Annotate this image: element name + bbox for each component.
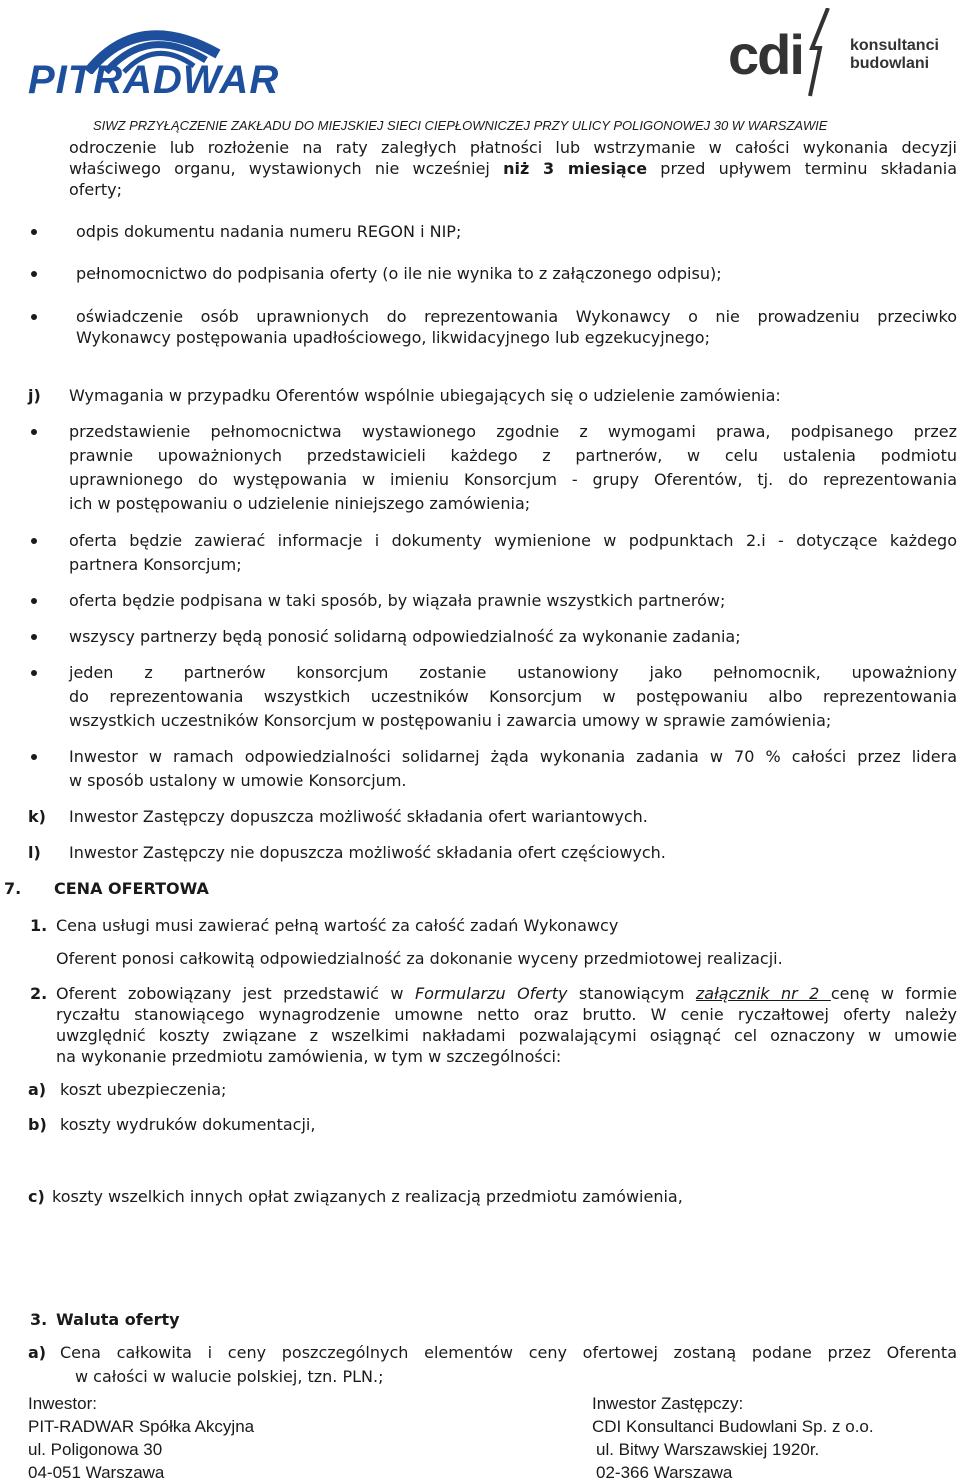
j-b5-line2: do reprezentowania wszystkich uczestników Konsorcjum w postępowaniu albo reprezentowania	[69, 687, 957, 706]
j-b2-line1: oferta będzie zawierać informacje i dokumenty wymienione w podpunktach 2.i - dotyczące każdego	[69, 531, 957, 550]
footer-right-label: Inwestor Zastępczy:	[592, 1394, 744, 1413]
bullet-a-item1: odpis dokumentu nadania numeru REGON i NIP;	[76, 222, 462, 241]
p2-line1-a: Oferent zobowiązany jest przedstawić w	[56, 984, 415, 1003]
pitradwar-logo-text: PITRADWAR	[28, 58, 280, 102]
footer-right-city: 02-366 Warszawa	[596, 1463, 733, 1482]
bullet-icon	[31, 314, 37, 320]
cdi-logo	[728, 8, 956, 98]
cdi-logo-mark-icon	[806, 8, 836, 98]
footer-right-company: CDI Konsultanci Budowlani Sp. z o.o.	[592, 1417, 874, 1436]
cdi-logo-text: cdi	[728, 23, 803, 86]
para-top-line2-b: niż 3 miesiące	[503, 159, 648, 178]
j-b1-line1: przedstawienie pełnomocnictwa wystawionego zgodnie z wymogami prawa, podpisanego przez	[69, 422, 957, 441]
footer-left-company: PIT-RADWAR Spółka Akcyjna	[28, 1417, 255, 1436]
item-b-text: koszty wydruków dokumentacji,	[60, 1115, 316, 1134]
j-b5-line3: wszystkich uczestników Konsorcjum w postępowaniu i zawarcia umowy w sprawie zamówienia;	[69, 711, 832, 730]
para-top-line2-c: przed upływem terminu składania	[647, 159, 958, 178]
section-k-text: Inwestor Zastępczy dopuszcza możliwość składania ofert wariantowych.	[69, 807, 648, 826]
footer-left-city: 04-051 Warszawa	[28, 1463, 165, 1482]
item-a-letter: a)	[28, 1080, 47, 1099]
bullet-icon	[31, 634, 37, 640]
bullet-a-item3-line2: Wykonawcy postępowania upadłościowego, likwidacyjnego lub egzekucyjnego;	[76, 328, 710, 347]
bullet-icon	[31, 754, 37, 760]
cdi-logo-sub2: budowlani	[850, 55, 930, 72]
bullet-icon	[31, 538, 37, 544]
p3a-line1: Cena całkowita i ceny poszczególnych elementów ceny ofertowej zostaną podane przez Oferenta	[60, 1343, 957, 1362]
bullet-a-item3-line1: oświadczenie osób uprawnionych do reprezentowania Wykonawcy o nie prowadzeniu przeciwko	[76, 307, 957, 326]
p2-line1-e: cenę w formie	[830, 984, 958, 1003]
footer-left-label: Inwestor:	[28, 1394, 97, 1413]
para-top-line3: oferty;	[69, 180, 122, 199]
p1-text: Cena usługi musi zawierać pełną wartość za całość zadań Wykonawcy	[56, 916, 619, 935]
j-b6-line2: w sposób ustalony w umowie Konsorcjum.	[69, 771, 407, 790]
j-b4: wszyscy partnerzy będą ponosić solidarną odpowiedzialność za wykonanie zadania;	[69, 627, 741, 646]
j-b3: oferta będzie podpisana w taki sposób, by wiązała prawnie wszystkich partnerów;	[69, 591, 726, 610]
p2-line4: na wykonanie przedmiotu zamówienia, w tym w szczególności:	[56, 1047, 562, 1066]
j-b5-line1: jeden z partnerów konsorcjum zostanie ustanowiony jako pełnomocnik, upoważniony	[69, 663, 957, 682]
para-top-line1: odroczenie lub rozłożenie na raty zaległych płatności lub wstrzymanie w całości wykonania decyzji	[69, 138, 957, 157]
j-b2-line2: partnera Konsorcjum;	[69, 555, 242, 574]
cdi-logo-sub1: konsultanci	[850, 37, 939, 54]
bullet-icon	[31, 229, 37, 235]
bullet-icon	[31, 429, 37, 435]
footer-right-street: ul. Bitwy Warszawskiej 1920r.	[596, 1440, 820, 1459]
footer-left-street: ul. Poligonowa 30	[28, 1440, 163, 1459]
j-b1-line4: ich w postępowaniu o udzielenie niniejszego zamówienia;	[69, 494, 531, 513]
bullet-icon	[31, 598, 37, 604]
p2-line1	[56, 983, 957, 1005]
p1-number: 1.	[30, 916, 48, 935]
section-l-text: Inwestor Zastępczy nie dopuszcza możliwość składania ofert częściowych.	[69, 843, 666, 862]
j-b1-line3: uprawnionego do występowania w imieniu Konsorcjum - grupy Oferentów, tj. do reprezentowania	[69, 470, 957, 489]
pitradwar-logo	[28, 14, 280, 102]
p3a-letter: a)	[28, 1343, 47, 1362]
section-k-letter: k)	[28, 807, 46, 826]
attachment-2-link[interactable]: załącznik nr 2	[695, 984, 831, 1003]
item-c-letter: c)	[28, 1187, 45, 1206]
section-j-letter: j)	[28, 386, 41, 405]
para-top-line2-a: właściwego organu, wystawionych nie wcześniej	[69, 159, 504, 178]
item-a-text: koszt ubezpieczenia;	[60, 1080, 227, 1099]
bullet-icon	[31, 271, 37, 277]
p1-text2: Oferent ponosi całkowitą odpowiedzialność za dokonanie wyceny przedmiotowej realizacji.	[56, 949, 783, 968]
section-l-letter: l)	[28, 843, 41, 862]
j-b6-line1: Inwestor w ramach odpowiedzialności solidarnej żąda wykonania zadania w 70 % całości przez lidera	[69, 747, 957, 766]
item-c-text: koszty wszelkich innych opłat związanych z realizacją przedmiotu zamówienia,	[52, 1187, 683, 1206]
p2-line2: ryczałtu stanowiącego wynagrodzenie umowne netto oraz brutto. W cenie ryczałtowej oferty należy	[56, 1005, 957, 1024]
section-7-title: CENA OFERTOWA	[54, 879, 209, 898]
section-7-number: 7.	[4, 879, 22, 898]
bullet-icon	[31, 670, 37, 676]
para-top-line2	[69, 158, 957, 180]
item-b-letter: b)	[28, 1115, 47, 1134]
p3-title: Waluta oferty	[56, 1310, 180, 1329]
p3-number: 3.	[30, 1310, 48, 1329]
document-header-title: SIWZ PRZYŁĄCZENIE ZAKŁADU DO MIEJSKIEJ SIECI CIEPŁOWNICZEJ PRZY ULICY POLIGONOWEJ 30 W WARSZAWIE	[93, 118, 828, 133]
p2-line1-b: Formularzu Oferty	[414, 984, 568, 1003]
p2-line3: uwzględnić koszty związane z wszelkimi nakładami pozwalającymi osiągnąć cel oznaczony w umowie	[56, 1026, 957, 1045]
section-j-text: Wymagania w przypadku Oferentów wspólnie ubiegających się o udzielenie zamówienia:	[69, 386, 781, 405]
bullet-a-item2: pełnomocnictwo do podpisania oferty (o ile nie wynika to z załączonego odpisu);	[76, 264, 722, 283]
p2-number: 2.	[30, 984, 48, 1003]
p2-line1-c: stanowiącym	[567, 984, 696, 1003]
j-b1-line2: prawnie upoważnionych przedstawicieli każdego z partnerów, w celu ustalenia podmiotu	[69, 446, 957, 465]
p3a-line2: w całości w walucie polskiej, tzn. PLN.;	[75, 1367, 384, 1386]
